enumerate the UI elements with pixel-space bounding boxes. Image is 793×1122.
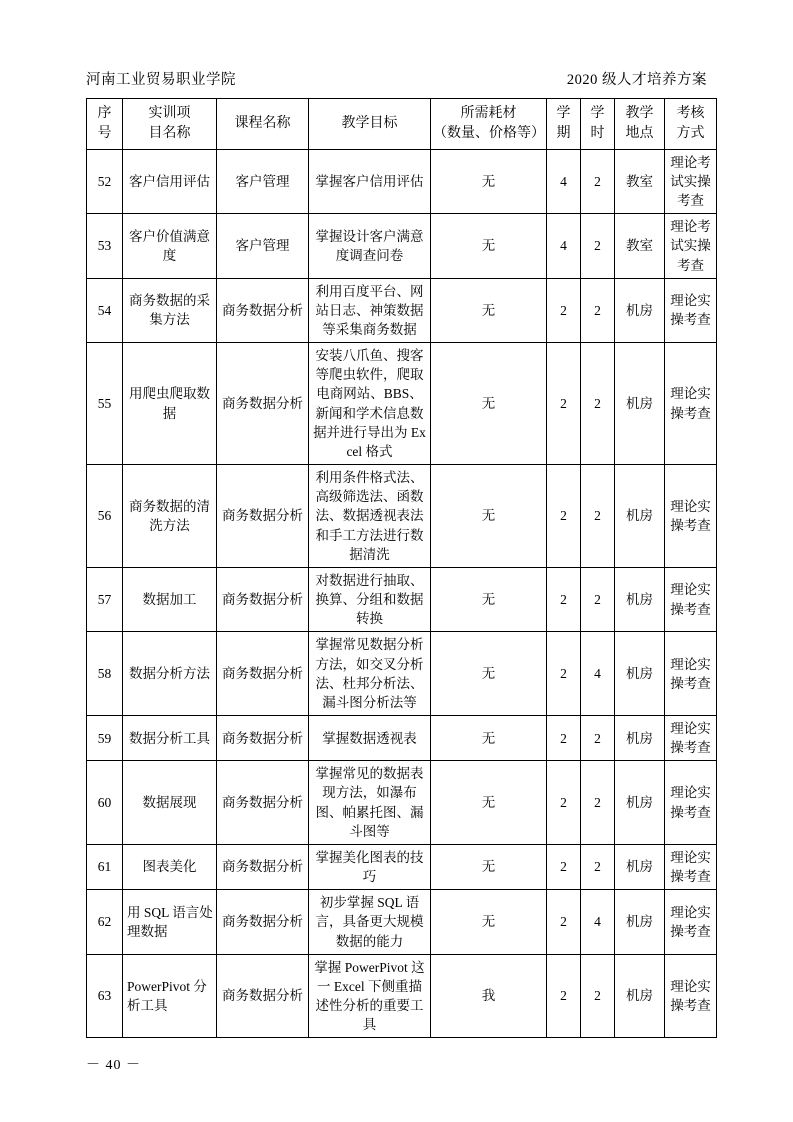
- cell-course: 商务数据分析: [217, 890, 309, 954]
- cell-place: 机房: [615, 844, 665, 889]
- cell-material: 无: [431, 844, 547, 889]
- cell-term: 2: [547, 715, 581, 760]
- cell-assessment: 理论实操考查: [665, 761, 717, 845]
- cell-term: 2: [547, 632, 581, 716]
- cell-material: 我: [431, 954, 547, 1038]
- cell-course: 商务数据分析: [217, 632, 309, 716]
- table-row: [87, 715, 717, 760]
- cell-term: 2: [547, 844, 581, 889]
- table-row: [87, 343, 717, 465]
- cell-hours: 4: [581, 890, 615, 954]
- cell-no: 60: [87, 761, 123, 845]
- cell-goal: 掌握数据透视表: [309, 715, 431, 760]
- cell-place: 教室: [615, 149, 665, 213]
- cell-hours: 4: [581, 632, 615, 716]
- cell-assessment: 理论实操考查: [665, 343, 717, 465]
- cell-material: 无: [431, 214, 547, 278]
- cell-place: 机房: [615, 465, 665, 568]
- header-document-title: 2020 级人才培养方案: [566, 72, 707, 88]
- cell-place: 机房: [615, 715, 665, 760]
- cell-assessment: 理论实操考查: [665, 715, 717, 760]
- cell-place: 机房: [615, 278, 665, 342]
- cell-hours: 2: [581, 715, 615, 760]
- cell-project: 商务数据的采集方法: [123, 278, 217, 342]
- table-row: [87, 567, 717, 631]
- cell-project: 数据展现: [123, 761, 217, 845]
- cell-no: 57: [87, 567, 123, 631]
- table-row: [87, 761, 717, 845]
- cell-goal: 初步掌握 SQL 语言，具备更大规模数据的能力: [309, 890, 431, 954]
- page-header: [86, 68, 707, 89]
- cell-material: 无: [431, 465, 547, 568]
- cell-goal: 利用条件格式法、高级筛选法、函数法、数据透视表法和手工方法进行数据清洗: [309, 465, 431, 568]
- cell-course: 商务数据分析: [217, 278, 309, 342]
- table-body: [87, 149, 717, 1038]
- cell-goal: 安装八爪鱼、搜客等爬虫软件，爬取电商网站、BBS、新闻和学术信息数据并进行导出为 Excel 格式: [309, 343, 431, 465]
- column-header-no: 序 号: [87, 99, 123, 150]
- cell-term: 2: [547, 954, 581, 1038]
- cell-term: 2: [547, 567, 581, 631]
- cell-term: 2: [547, 890, 581, 954]
- header-institution: 河南工业贸易职业学院: [86, 72, 236, 88]
- cell-project: 用爬虫爬取数据: [123, 343, 217, 465]
- cell-term: 2: [547, 761, 581, 845]
- cell-place: 机房: [615, 890, 665, 954]
- cell-course: 商务数据分析: [217, 567, 309, 631]
- column-header-goal: 教学目标: [309, 99, 431, 150]
- cell-assessment: 理论实操考查: [665, 844, 717, 889]
- cell-no: 63: [87, 954, 123, 1038]
- cell-course: 商务数据分析: [217, 844, 309, 889]
- training-projects-table: [86, 98, 717, 1038]
- cell-place: 机房: [615, 567, 665, 631]
- cell-assessment: 理论实操考查: [665, 890, 717, 954]
- cell-material: 无: [431, 890, 547, 954]
- cell-assessment: 理论实操考查: [665, 278, 717, 342]
- cell-goal: 掌握美化图表的技巧: [309, 844, 431, 889]
- column-header-assessment: 考核 方式: [665, 99, 717, 150]
- cell-term: 2: [547, 465, 581, 568]
- cell-assessment: 理论实操考查: [665, 632, 717, 716]
- table-header-row: [87, 99, 717, 150]
- cell-place: 机房: [615, 632, 665, 716]
- cell-place: 机房: [615, 761, 665, 845]
- cell-place: 教室: [615, 214, 665, 278]
- table-row: [87, 632, 717, 716]
- table-row: [87, 890, 717, 954]
- cell-no: 61: [87, 844, 123, 889]
- cell-project: 数据加工: [123, 567, 217, 631]
- cell-material: 无: [431, 632, 547, 716]
- cell-course: 商务数据分析: [217, 715, 309, 760]
- cell-project: PowerPivot 分析工具: [123, 954, 217, 1038]
- cell-goal: 掌握 PowerPivot 这一 Excel 下侧重描述性分析的重要工具: [309, 954, 431, 1038]
- cell-no: 54: [87, 278, 123, 342]
- cell-no: 62: [87, 890, 123, 954]
- cell-no: 53: [87, 214, 123, 278]
- cell-no: 59: [87, 715, 123, 760]
- cell-assessment: 理论实操考查: [665, 567, 717, 631]
- cell-material: 无: [431, 343, 547, 465]
- cell-project: 数据分析工具: [123, 715, 217, 760]
- cell-goal: 掌握常见数据分析方法，如交叉分析法、杜邦分析法、漏斗图分析法等: [309, 632, 431, 716]
- cell-project: 用 SQL 语言处理数据: [123, 890, 217, 954]
- cell-term: 2: [547, 343, 581, 465]
- cell-material: 无: [431, 715, 547, 760]
- column-header-hours: 学 时: [581, 99, 615, 150]
- cell-goal: 利用百度平台、网站日志、神策数据等采集商务数据: [309, 278, 431, 342]
- cell-term: 4: [547, 149, 581, 213]
- cell-hours: 2: [581, 465, 615, 568]
- cell-term: 4: [547, 214, 581, 278]
- cell-goal: 掌握设计客户满意度调查问卷: [309, 214, 431, 278]
- cell-hours: 2: [581, 278, 615, 342]
- cell-course: 客户管理: [217, 149, 309, 213]
- table-row: [87, 954, 717, 1038]
- cell-assessment: 理论考试实操考查: [665, 149, 717, 213]
- cell-course: 客户管理: [217, 214, 309, 278]
- cell-material: 无: [431, 278, 547, 342]
- cell-hours: 2: [581, 954, 615, 1038]
- table-row: [87, 278, 717, 342]
- cell-hours: 2: [581, 567, 615, 631]
- table-row: [87, 149, 717, 213]
- cell-place: 机房: [615, 954, 665, 1038]
- column-header-course: 课程名称: [217, 99, 309, 150]
- cell-hours: 2: [581, 761, 615, 845]
- column-header-project: 实训项 目名称: [123, 99, 217, 150]
- column-header-place: 教学 地点: [615, 99, 665, 150]
- table-row: [87, 465, 717, 568]
- cell-goal: 掌握客户信用评估: [309, 149, 431, 213]
- cell-no: 52: [87, 149, 123, 213]
- cell-assessment: 理论实操考查: [665, 954, 717, 1038]
- cell-hours: 2: [581, 343, 615, 465]
- cell-project: 商务数据的清洗方法: [123, 465, 217, 568]
- cell-project: 客户信用评估: [123, 149, 217, 213]
- cell-hours: 2: [581, 214, 615, 278]
- cell-hours: 2: [581, 149, 615, 213]
- table-row: [87, 214, 717, 278]
- cell-material: 无: [431, 149, 547, 213]
- column-header-term: 学 期: [547, 99, 581, 150]
- cell-goal: 掌握常见的数据表现方法，如瀑布图、帕累托图、漏斗图等: [309, 761, 431, 845]
- cell-material: 无: [431, 761, 547, 845]
- cell-no: 56: [87, 465, 123, 568]
- table-row: [87, 844, 717, 889]
- cell-course: 商务数据分析: [217, 761, 309, 845]
- cell-term: 2: [547, 278, 581, 342]
- cell-project: 图表美化: [123, 844, 217, 889]
- column-header-material: 所需耗材 （数量、价格等）: [431, 99, 547, 150]
- cell-hours: 2: [581, 844, 615, 889]
- cell-no: 58: [87, 632, 123, 716]
- cell-goal: 对数据进行抽取、换算、分组和数据转换: [309, 567, 431, 631]
- cell-course: 商务数据分析: [217, 465, 309, 568]
- page-number: － 40 －: [86, 1058, 141, 1073]
- cell-no: 55: [87, 343, 123, 465]
- cell-place: 机房: [615, 343, 665, 465]
- cell-course: 商务数据分析: [217, 343, 309, 465]
- cell-assessment: 理论实操考查: [665, 465, 717, 568]
- cell-assessment: 理论考试实操考查: [665, 214, 717, 278]
- cell-material: 无: [431, 567, 547, 631]
- cell-project: 数据分析方法: [123, 632, 217, 716]
- cell-project: 客户价值满意度: [123, 214, 217, 278]
- cell-course: 商务数据分析: [217, 954, 309, 1038]
